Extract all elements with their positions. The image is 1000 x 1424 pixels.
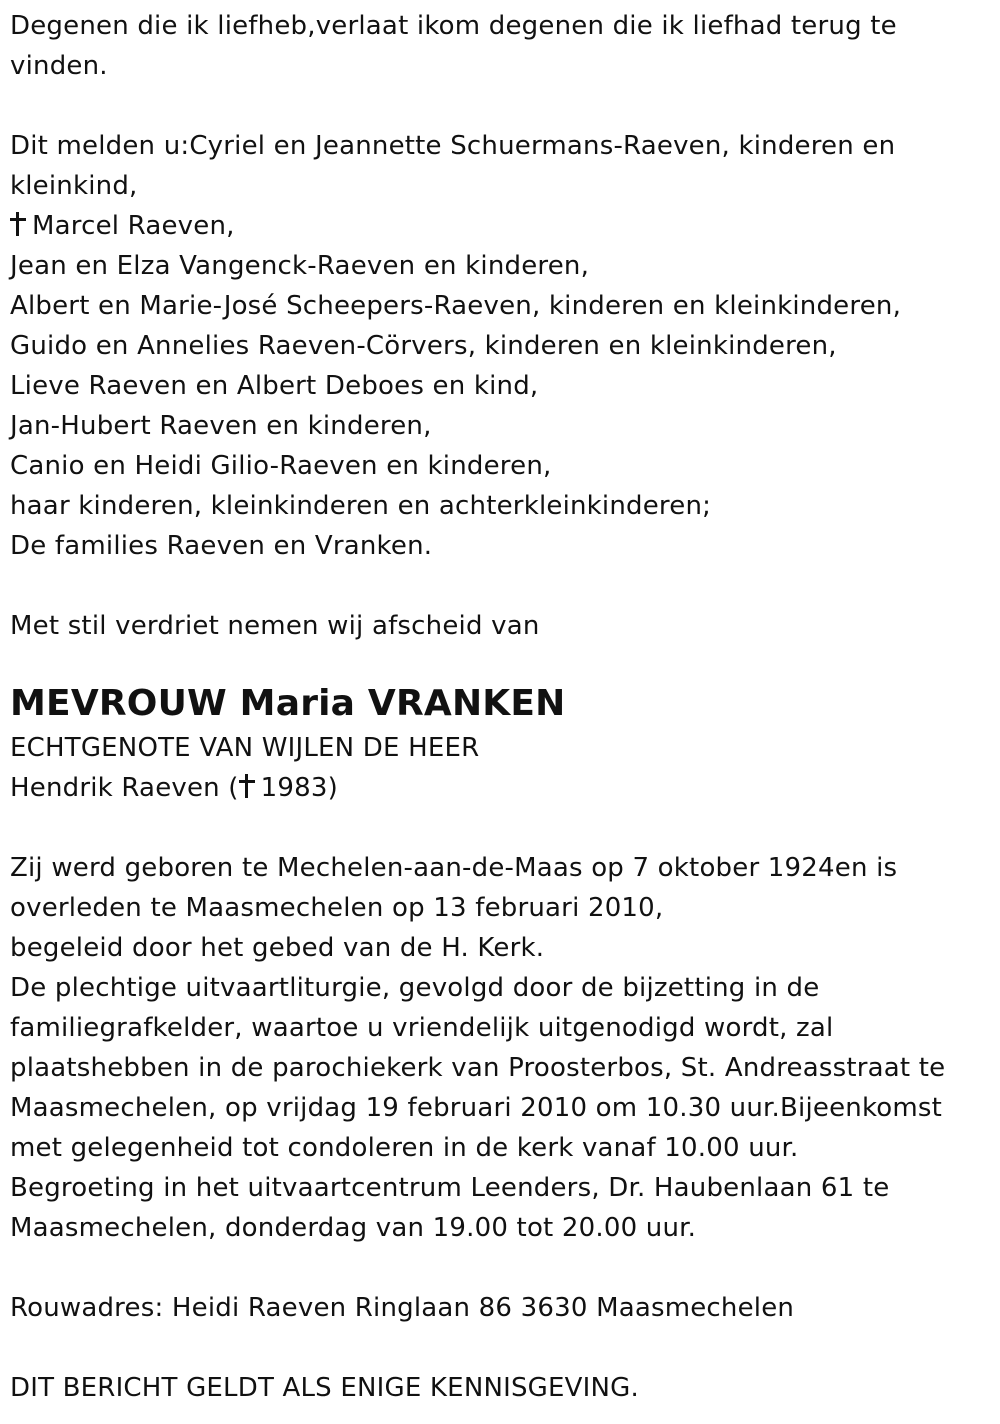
mourning-address: Rouwadres: Heidi Raeven Ringlaan 86 3630 Maasmechelen [10,1293,795,1323]
spacer [10,566,985,606]
obituary-notice [10,6,985,1408]
announcer-line: Albert en Marie-José Scheepers-Raeven, kinderen en kleinkinderen, [10,291,902,321]
details-line: familiegrafkelder, waartoe u vriendelijk uitgenodigd wordt, zal [10,1013,834,1043]
announcer-deceased-name: Marcel Raeven, [32,211,235,241]
details-line: overleden te Maasmechelen op 13 februari 2010, [10,893,664,923]
spacer [10,86,985,126]
announcer-line: Canio en Heidi Gilio-Raeven en kinderen, [10,451,552,481]
details-line: met gelegenheid tot condoleren in de kerk vanaf 10.00 uur. [10,1133,799,1163]
cross-icon [239,774,255,798]
announcer-line: Jan-Hubert Raeven en kinderen, [10,411,432,441]
announcer-intro: Dit melden u:Cyriel en Jeannette Schuermans-Raeven, kinderen en [10,131,896,161]
announcer-line: Jean en Elza Vangenck-Raeven en kinderen, [10,251,590,281]
farewell-intro: Met stil verdriet nemen wij afscheid van [10,611,540,641]
announcers-list [10,126,985,566]
spacer [10,1248,985,1288]
closing-notice: DIT BERICHT GELDT ALS ENIGE KENNISGEVING. [10,1373,639,1403]
details-line: Maasmechelen, op vrijdag 19 februari 2010 om 10.30 uur.Bijeenkomst [10,1093,943,1123]
opening-line-2: vinden. [10,51,108,81]
details-line: Maasmechelen, donderdag van 19.00 tot 20.00 uur. [10,1213,697,1243]
details-line: Begroeting in het uitvaartcentrum Leenders, Dr. Haubenlaan 61 te [10,1173,890,1203]
spouse-title: ECHTGENOTE VAN WIJLEN DE HEER [10,733,480,763]
spacer [10,808,985,848]
details-line: De plechtige uitvaartliturgie, gevolgd door de bijzetting in de [10,973,820,1003]
funeral-details [10,848,985,1248]
announcer-line: De families Raeven en Vranken. [10,531,433,561]
cross-icon [10,212,26,236]
opening-quote [10,6,985,86]
spouse-name: Hendrik Raeven ( [10,773,239,803]
spouse-line [10,768,985,808]
spacer [10,646,985,676]
announcer-line: haar kinderen, kleinkinderen en achterkleinkinderen; [10,491,712,521]
details-line: begeleid door het gebed van de H. Kerk. [10,933,545,963]
announcer-deceased-line [10,206,985,246]
deceased-block [10,684,985,808]
details-line: Zij werd geboren te Mechelen-aan-de-Maas op 7 oktober 1924en is [10,853,898,883]
deceased-name: MEVROUW Maria VRANKEN [10,683,566,724]
announcer-line: Lieve Raeven en Albert Deboes en kind, [10,371,539,401]
announcer-line: kleinkind, [10,171,138,201]
spouse-death-year: 1983) [260,773,338,803]
opening-line-1: Degenen die ik liefheb,verlaat ikom degenen die ik liefhad terug te [10,11,897,41]
announcer-line: Guido en Annelies Raeven-Cörvers, kinderen en kleinkinderen, [10,331,837,361]
details-line: plaatshebben in de parochiekerk van Proosterbos, St. Andreasstraat te [10,1053,946,1083]
spacer [10,1328,985,1368]
